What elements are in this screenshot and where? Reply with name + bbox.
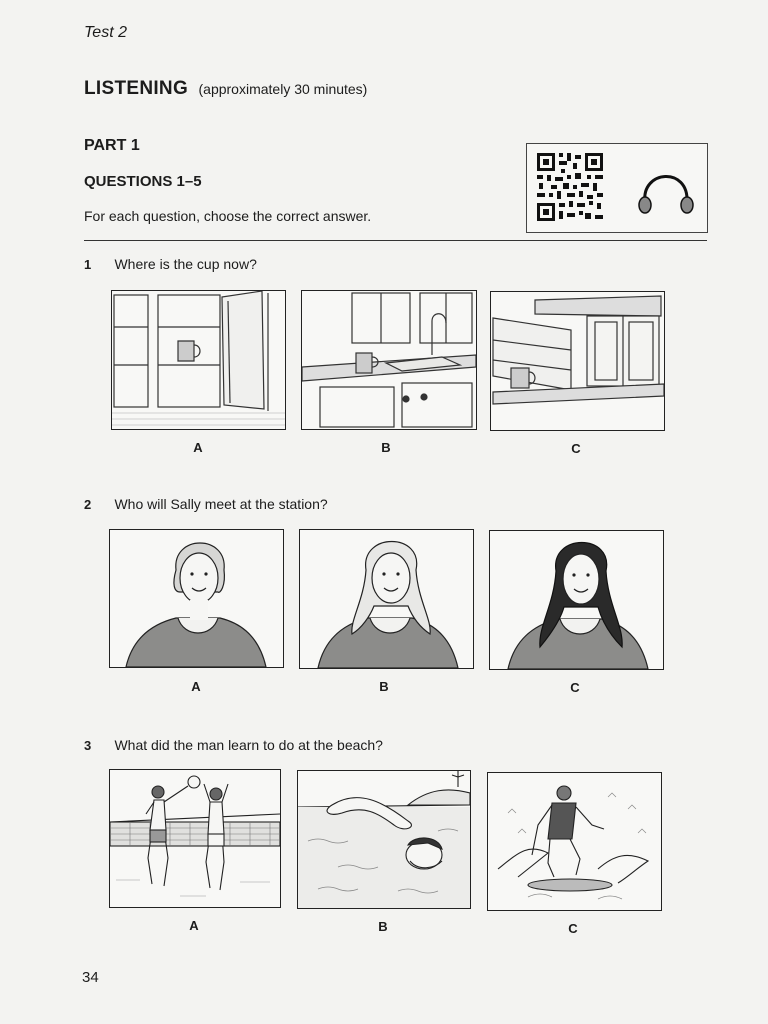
questions-range-heading: QUESTIONS 1–5 (84, 173, 202, 190)
q1-option-c-label: C (571, 441, 581, 456)
q2-option-c-image[interactable] (489, 530, 664, 670)
question-text: Who will Sally meet at the station? (114, 496, 328, 512)
q2-option-a-image[interactable] (109, 529, 284, 668)
question-text: What did the man learn to do at the beach? (114, 737, 383, 753)
audio-media-box (526, 143, 708, 233)
test-label: Test 2 (84, 24, 127, 41)
q2-option-c-label: C (570, 680, 580, 695)
q1-option-b-label: B (381, 440, 391, 455)
q1-option-a-image[interactable] (111, 290, 286, 430)
question-1-row (84, 256, 257, 274)
q3-option-b-label: B (378, 919, 388, 934)
q2-option-b-label: B (379, 679, 389, 694)
q1-option-b-image[interactable] (301, 290, 477, 430)
section-heading (84, 78, 367, 100)
q3-option-a-label: A (189, 918, 199, 933)
question-3-row (84, 737, 383, 755)
q1-option-a-label: A (193, 440, 203, 455)
question-number: 2 (84, 497, 92, 512)
q3-option-c-image[interactable] (487, 772, 662, 911)
part-heading: PART 1 (84, 137, 140, 154)
q2-option-b-image[interactable] (299, 529, 474, 669)
q2-option-a-label: A (191, 679, 201, 694)
q1-option-c-image[interactable] (490, 291, 665, 431)
q3-option-b-image[interactable] (297, 770, 471, 909)
question-number: 3 (84, 738, 92, 753)
section-divider (84, 240, 707, 241)
instructions-text: For each question, choose the correct answer. (84, 208, 372, 224)
question-text: Where is the cup now? (114, 256, 257, 272)
q3-option-c-label: C (568, 921, 578, 936)
section-title: LISTENING (84, 78, 189, 99)
q3-option-a-image[interactable] (109, 769, 281, 908)
page-number: 34 (82, 969, 99, 986)
headphones-icon (631, 160, 701, 218)
question-2-row (84, 496, 328, 514)
section-subtitle: (approximately 30 minutes) (198, 81, 368, 97)
qr-code-icon[interactable] (535, 151, 605, 223)
question-number: 1 (84, 257, 92, 272)
